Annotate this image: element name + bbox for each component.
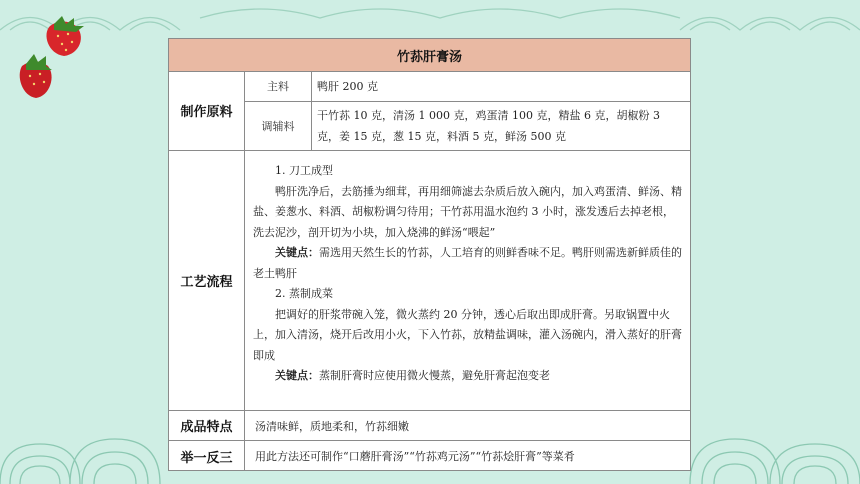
process-label: 工艺流程 [169, 151, 245, 410]
ingredients-row [169, 71, 690, 151]
aux-ingredient-value: 干竹荪 10 克，清汤 1 000 克，鸡蛋清 100 克，精盐 6 克，胡椒粉 3 克，姜 15 克，葱 15 克，料酒 5 克，鲜汤 500 克 [317, 109, 660, 143]
features-label: 成品特点 [169, 411, 245, 440]
step2-key [253, 366, 682, 387]
strawberry-icon [16, 52, 58, 102]
main-ingredient-value: 鸭肝 200 克 [317, 79, 378, 93]
features-value: 汤清味鲜，质地柔和，竹荪细嫩 [255, 419, 409, 433]
process-row [169, 151, 690, 411]
step2-heading: 2. 蒸制成菜 [275, 287, 333, 300]
step1-text: 鸭肝洗净后，去筋捶为细茸，再用细筛滤去杂质后放入碗内，加入鸡蛋清、鲜汤、精盐、姜葱水、料酒、胡椒粉调匀待用；干竹荪用温水泡约 3 小时，涨发透后去掉老根，洗去泥沙，剖开切为小块，加入烧沸的鲜汤“喂起” [253, 184, 682, 239]
step2-text: 把调好的肝浆带碗入笼，微火蒸约 20 分钟，透心后取出即成肝膏。另取锅置中火上，加入清汤，烧开后改用小火，下入竹荪，放精盐调味，灌入汤碗内，滑入蒸好的肝膏即成 [253, 307, 682, 362]
recipe-title: 竹荪肝膏汤 [169, 39, 690, 72]
process-cell [245, 151, 690, 410]
extension-row [169, 441, 690, 471]
step1-key-label: 关键点： [275, 246, 319, 259]
aux-ingredient-row [245, 102, 690, 150]
extension-label: 举一反三 [169, 441, 245, 471]
main-ingredient-label: 主料 [245, 71, 312, 101]
aux-ingredient-label: 调辅料 [245, 102, 312, 150]
step1-heading: 1. 刀工成型 [275, 164, 333, 177]
step1-key [253, 243, 682, 284]
step2-key-label: 关键点： [275, 369, 319, 382]
main-ingredient-row [245, 71, 690, 102]
ingredients-label: 制作原料 [169, 71, 245, 150]
cloud-pattern-top [0, 0, 860, 40]
step2-key-text: 蒸制肝膏时应使用微火慢蒸，避免肝膏起泡变老 [319, 369, 550, 382]
extension-value: 用此方法还可制作“口蘑肝膏汤”“竹荪鸡元汤”“竹荪烩肝膏”等菜肴 [255, 450, 575, 463]
ingredients-cell [245, 71, 690, 150]
step1-key-text: 需选用天然生长的竹荪，人工培育的则鲜香味不足。鸭肝则需选新鲜质佳的老土鸭肝 [253, 246, 682, 280]
features-row [169, 411, 690, 441]
recipe-card [168, 38, 691, 471]
